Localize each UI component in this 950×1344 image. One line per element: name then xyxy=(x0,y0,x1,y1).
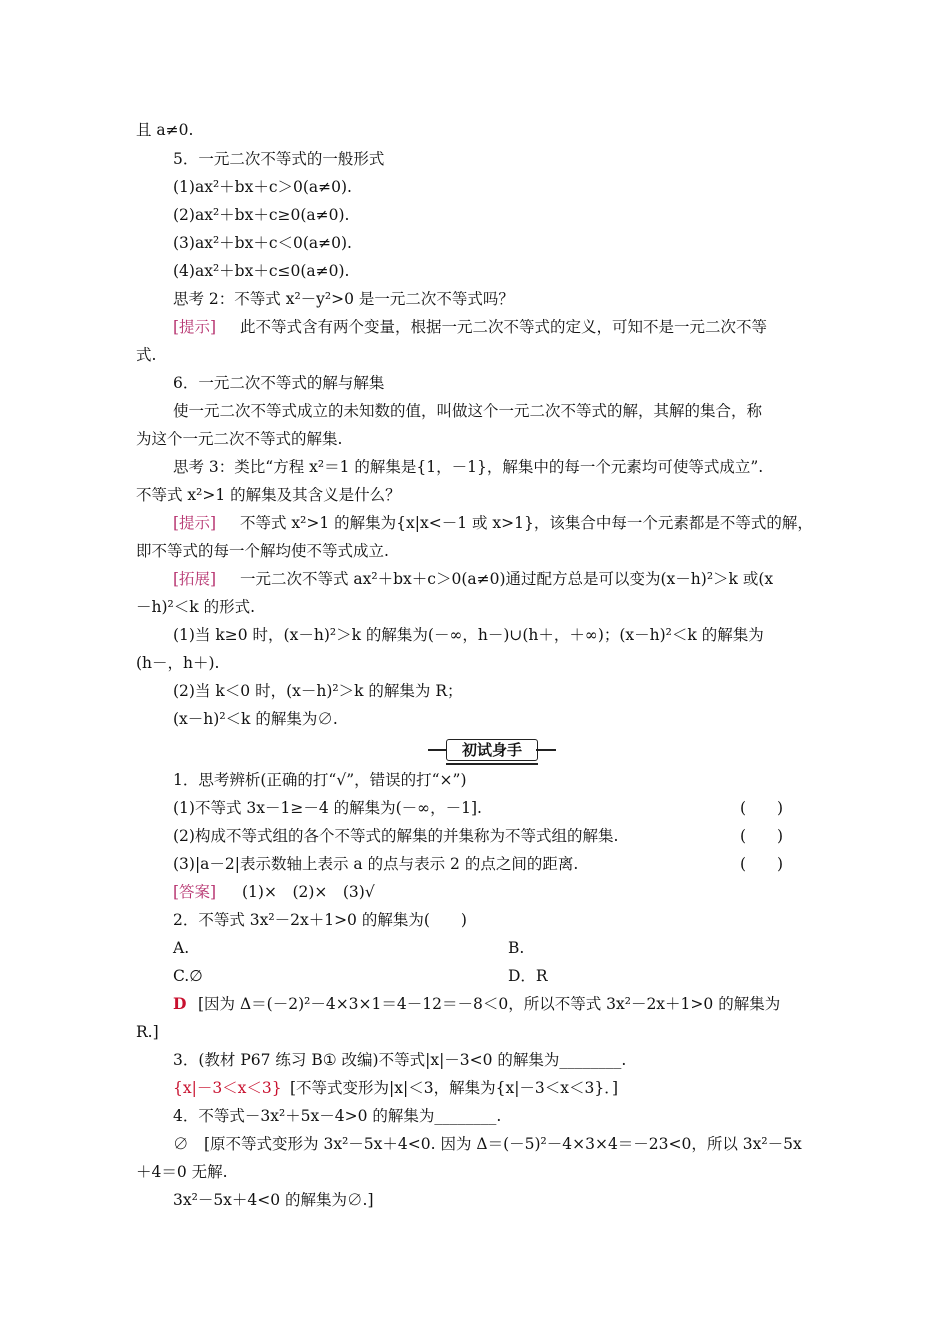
text-line: ＋4＝0 无解. xyxy=(136,1163,228,1181)
form-item-2: (2)ax²＋bx＋c≥0(a≠0). xyxy=(173,206,350,224)
exercise-4: 4．不等式－3x²＋5x－4>0 的解集为________. xyxy=(173,1107,502,1125)
answer-letter: D xyxy=(173,994,187,1013)
text-line: (h－，h＋). xyxy=(136,654,220,672)
text-line: 且 a≠0. xyxy=(136,121,194,139)
text-line: (x－h)²＜k 的解集为∅. xyxy=(173,710,338,728)
text-line: (2)当 k＜0 时，(x－h)²＞k 的解集为 R； xyxy=(173,682,463,700)
text-line: 不等式 x²>1 的解集及其含义是什么？ xyxy=(136,486,401,504)
exercise-1-item-2: (2)构成不等式组的各个不等式的解集的并集称为不等式组的解集. xyxy=(173,827,619,845)
think-question-2: 思考 2：不等式 x²－y²>0 是一元二次不等式吗？ xyxy=(173,290,514,308)
option-d: D．R xyxy=(508,967,548,985)
form-item-3: (3)ax²＋bx＋c＜0(a≠0). xyxy=(173,234,352,252)
extension-text: 一元二次不等式 ax²＋bx＋c＞0(a≠0)通过配方总是可以变为(x－h)²＞k 或(x xyxy=(240,570,774,588)
answer-explanation: [不等式变形为|x|＜3，解集为{x|－3＜x＜3}．] xyxy=(290,1079,619,1097)
text-line: 使一元二次不等式成立的未知数的值，叫做这个一元二次不等式的解，其解的集合，称 xyxy=(173,402,763,420)
exercise-3: 3．(教材 P67 练习 B① 改编)不等式|x|－3<0 的解集为________. xyxy=(173,1051,627,1069)
text-line: 式. xyxy=(136,346,157,364)
think-question-3: 思考 3：类比“方程 x²＝1 的解集是{1，－1}，解集中的每一个元素均可使等式成立”. xyxy=(173,458,764,476)
answer-text: (1)× (2)× (3)√ xyxy=(242,883,375,901)
extension-tag: [拓展] xyxy=(173,570,217,588)
text-line: －h)²＜k 的形式. xyxy=(136,598,255,616)
exercise-2: 2．不等式 3x²－2x＋1>0 的解集为( ) xyxy=(173,911,467,929)
section-heading-5: 5．一元二次不等式的一般形式 xyxy=(173,150,385,168)
hint-text: 不等式 x²>1 的解集为{x|x<－1 或 x>1}，该集合中每一个元素都是不等式的解， xyxy=(240,514,813,532)
answer-explanation: ∅ [原不等式变形为 3x²－5x＋4<0. 因为 Δ＝(－5)²－4×3×4＝－23<0，所以 3x²－5x xyxy=(173,1135,802,1153)
text-line: 3x²－5x＋4<0 的解集为∅.] xyxy=(173,1191,374,1209)
answer-blank: ( ) xyxy=(740,799,784,817)
text-line: R.] xyxy=(136,1023,159,1041)
section-heading-6: 6．一元二次不等式的解与解集 xyxy=(173,374,385,392)
section-banner xyxy=(428,738,556,762)
text-line: (1)当 k≥0 时，(x－h)²＞k 的解集为(－∞，h－)∪(h＋，＋∞)；(x－h)²＜k 的解集为 xyxy=(173,626,764,644)
hint-tag: [提示] xyxy=(173,318,217,336)
exercise-1-item-1: (1)不等式 3x－1≥－4 的解集为(－∞，－1]. xyxy=(173,799,482,817)
form-item-1: (1)ax²＋bx＋c＞0(a≠0). xyxy=(173,178,352,196)
hint-tag: [提示] xyxy=(173,514,217,532)
text-line: 即不等式的每一个解均使不等式成立. xyxy=(136,542,389,560)
banner-rule-right xyxy=(536,749,556,751)
form-item-4: (4)ax²＋bx＋c≤0(a≠0). xyxy=(173,262,350,280)
text-line: 为这个一元二次不等式的解集. xyxy=(136,430,343,448)
hint-text: 此不等式含有两个变量，根据一元二次不等式的定义，可知不是一元二次不等 xyxy=(240,318,768,336)
option-c: C.∅ xyxy=(173,967,203,985)
exercise-1: 1．思考辨析(正确的打“√”，错误的打“×”) xyxy=(173,771,467,789)
answer-blank: ( ) xyxy=(740,855,784,873)
option-a: A. xyxy=(173,939,190,957)
answer-blank: ( ) xyxy=(740,827,784,845)
banner-title: 初试身手 xyxy=(446,739,538,761)
answer-explanation: [因为 Δ＝(－2)²－4×3×1＝4－12＝－8＜0，所以不等式 3x²－2x＋1>0 的解集为 xyxy=(198,995,781,1013)
banner-rule-left xyxy=(428,749,448,751)
exercise-1-item-3: (3)|a－2|表示数轴上表示 a 的点与表示 2 的点之间的距离. xyxy=(173,855,579,873)
answer-tag: [答案] xyxy=(173,883,217,901)
option-b: B. xyxy=(508,939,525,957)
answer-set: {x|－3＜x＜3} xyxy=(173,1079,282,1097)
